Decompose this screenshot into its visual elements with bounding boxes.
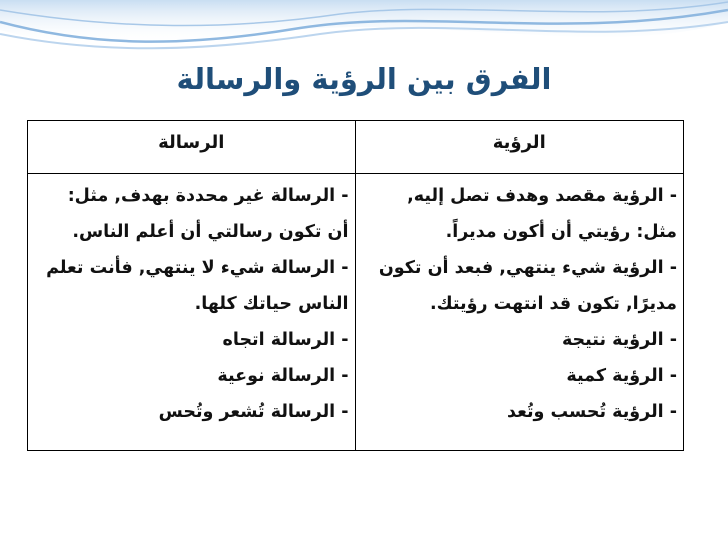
mission-line: - الرسالة نوعية	[217, 366, 349, 386]
header-mission: الرسالة	[28, 121, 356, 173]
comparison-table	[27, 120, 684, 451]
mission-line: الناس حياتك كلها.	[194, 294, 349, 314]
table-body-row	[28, 174, 683, 451]
mission-line: - الرسالة غير محددة بهدف, مثل:	[67, 186, 349, 206]
vision-line: - الرؤية كمية	[566, 366, 677, 386]
header-vision: الرؤية	[492, 132, 546, 153]
vision-cell	[356, 174, 684, 451]
mission-line: - الرسالة تُشعر وتُحس	[158, 402, 349, 422]
mission-line: - الرسالة اتجاه	[222, 330, 349, 350]
page-title: الفرق بين الرؤية والرسالة	[176, 62, 552, 96]
mission-cell	[28, 174, 356, 451]
vision-line: - الرؤية شيء ينتهي, فبعد أن تكون	[378, 258, 677, 278]
vision-line: - الرؤية تُحسب وتُعد	[506, 402, 677, 422]
vision-line: مثل: رؤيتي أن أكون مديراً.	[445, 222, 677, 242]
vision-line: مديرًا, تكون قد انتهت رؤيتك.	[429, 294, 677, 314]
table-header-row	[28, 121, 683, 174]
vision-line: - الرؤية نتيجة	[561, 330, 677, 350]
mission-line: - الرسالة شيء لا ينتهي, فأنت تعلم	[46, 258, 349, 278]
vision-line: - الرؤية مقصد وهدف تصل إليه,	[407, 186, 677, 206]
mission-line: أن تكون رسالتي أن أعلم الناس.	[72, 222, 349, 242]
